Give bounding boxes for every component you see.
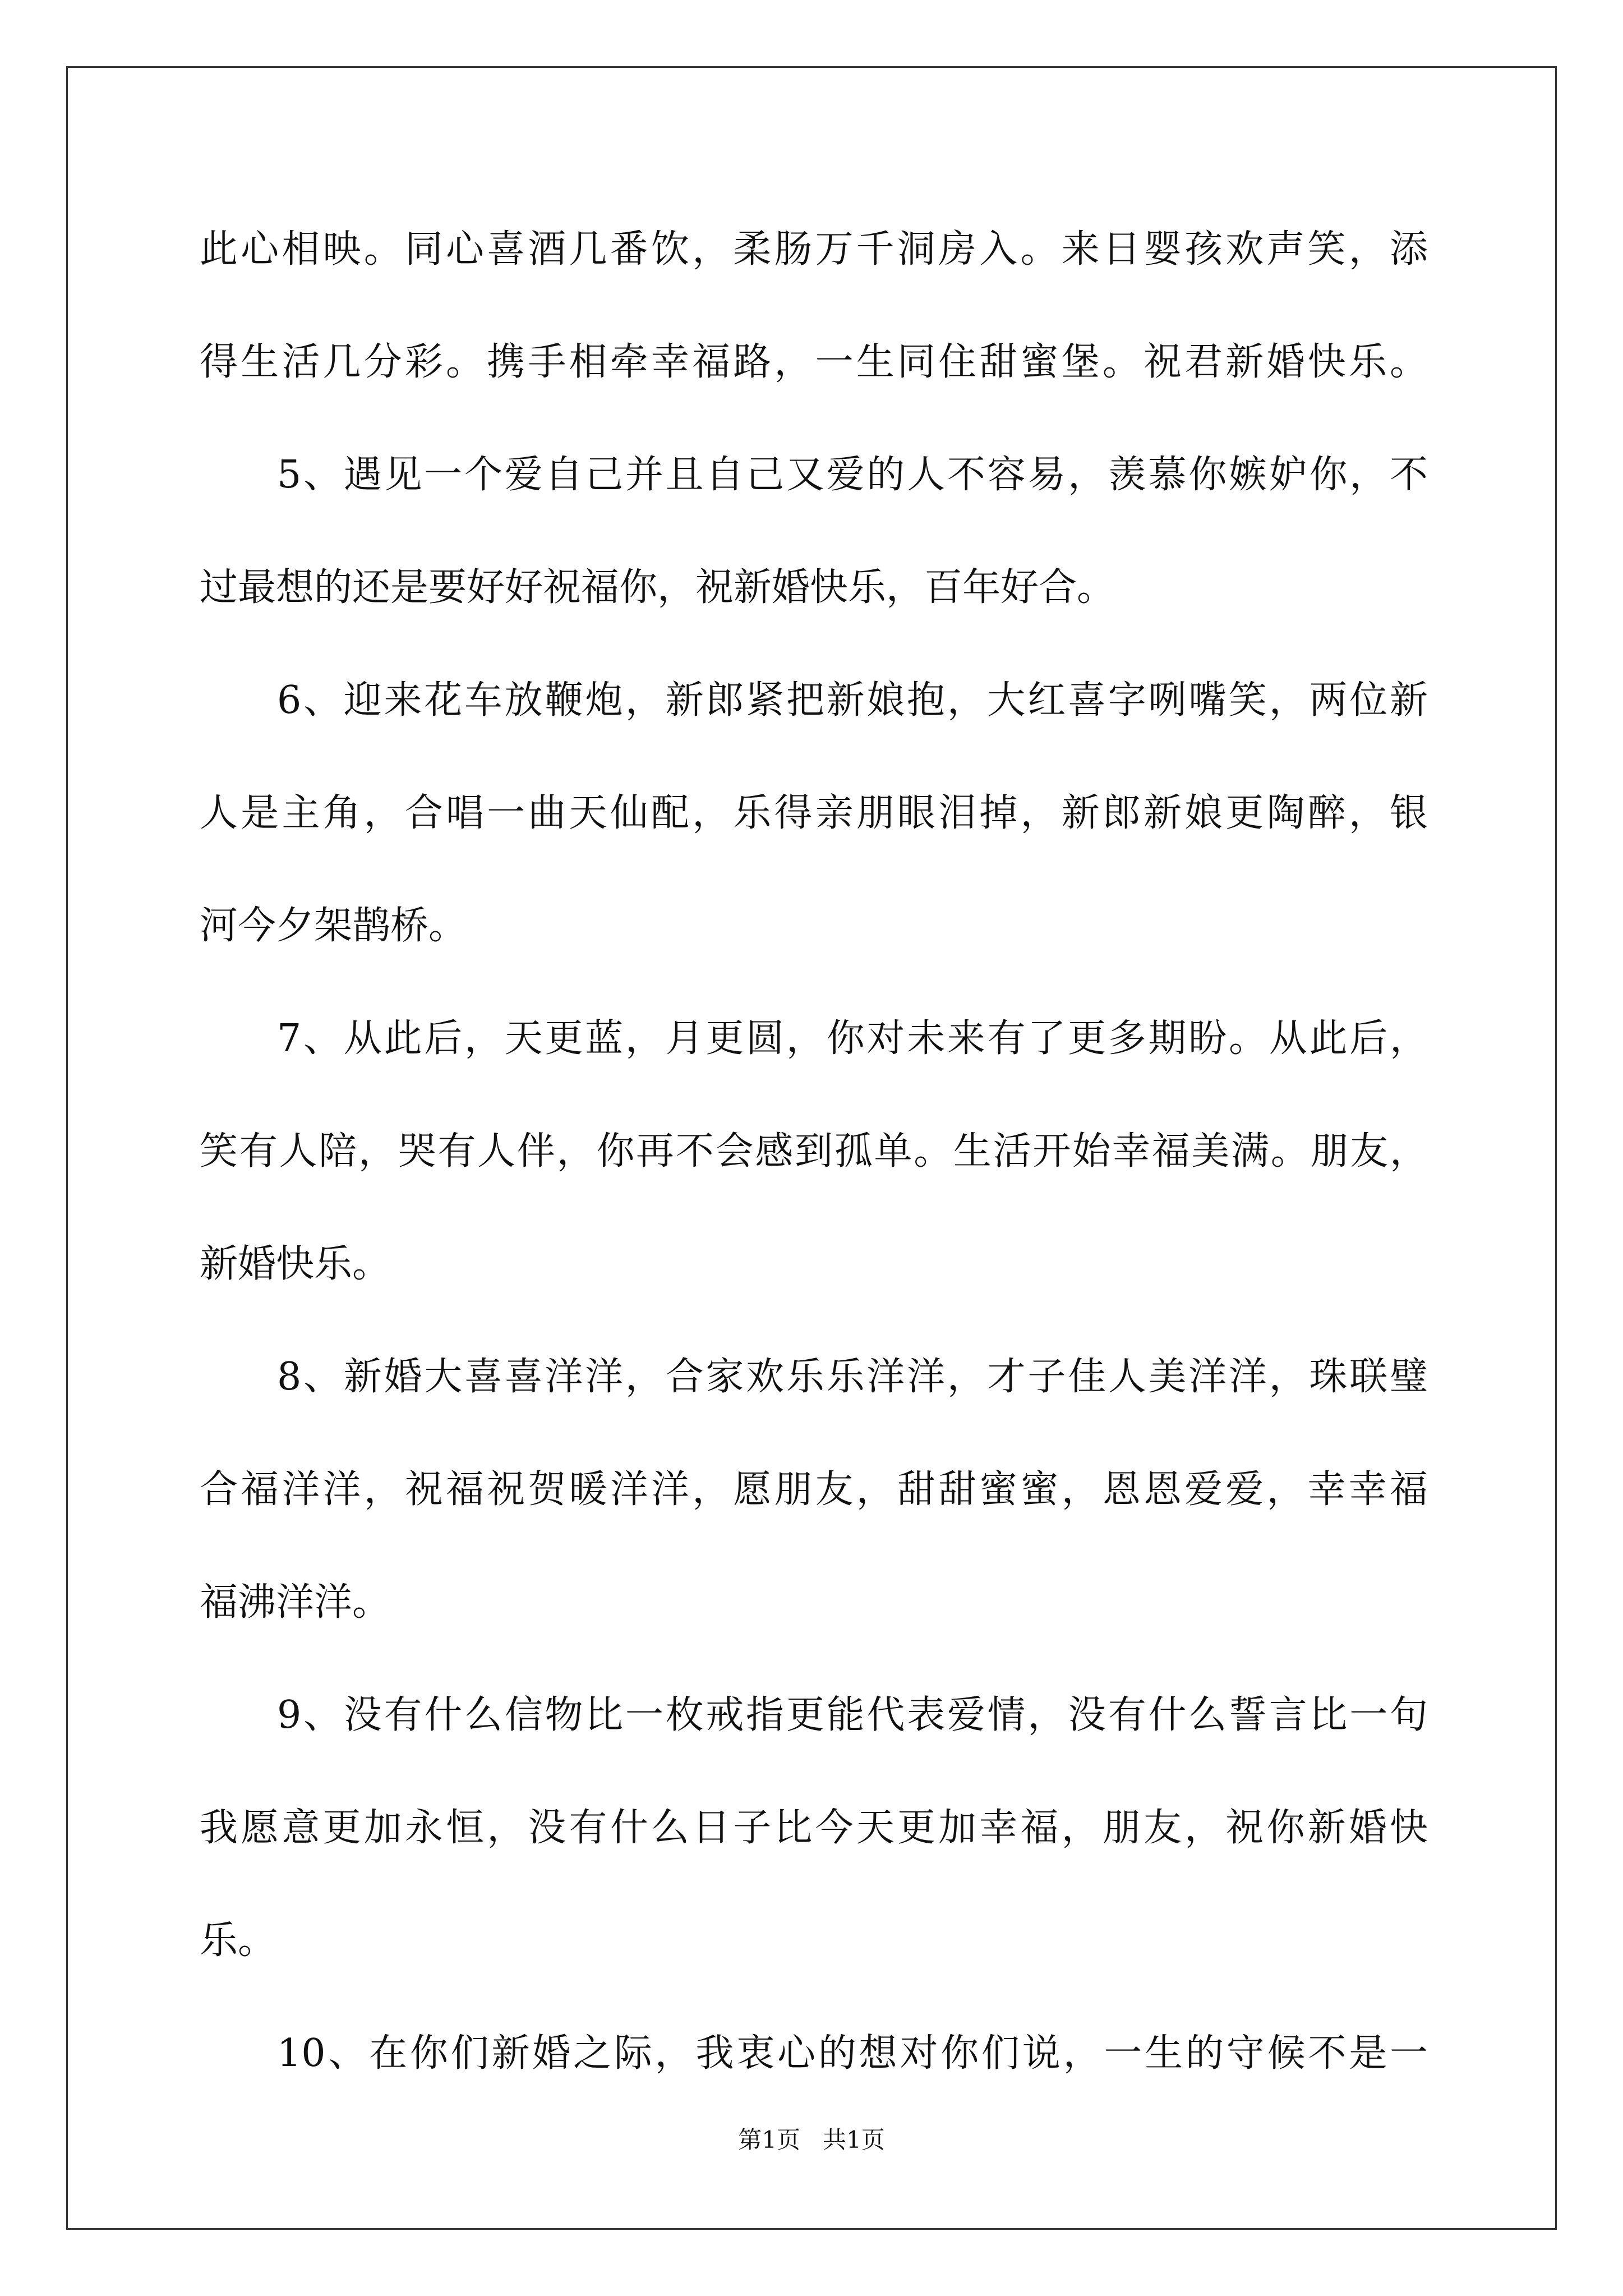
page-footer [0, 2123, 1623, 2157]
body-line: 得生活几分彩。携手相牵幸福路，一生同住甜蜜堡。祝君新婚快乐。 [200, 340, 1428, 384]
body-line: 过最想的还是要好好祝福你，祝新婚快乐，百年好合。 [200, 565, 1115, 610]
body-line: 此心相映。同心喜酒几番饮，柔肠万千洞房入。来日婴孩欢声笑，添 [200, 227, 1428, 272]
body-line: 河今夕架鹊桥。 [200, 904, 467, 948]
body-line: 福沸洋洋。 [200, 1580, 391, 1625]
body-line: 我愿意更加永恒，没有什么日子比今天更加幸福，朋友，祝你新婚快 [200, 1806, 1428, 1850]
page-number-current: 第1页 [738, 2126, 800, 2154]
page-number-total: 共1页 [823, 2126, 885, 2154]
footer-spacer [800, 2126, 823, 2154]
paragraph-6-start: 6、迎来花车放鞭炮，新郎紧把新娘抱，大红喜字咧嘴笑，两位新 [277, 678, 1428, 723]
paragraph-7-start: 7、从此后，天更蓝，月更圆，你对未来有了更多期盼。从此后， [277, 1016, 1428, 1061]
paragraph-5-start: 5、遇见一个爱自己并且自己又爱的人不容易，羡慕你嫉妒你，不 [277, 453, 1428, 497]
body-line: 人是主角，合唱一曲天仙配，乐得亲朋眼泪掉，新郎新娘更陶醉，银 [200, 791, 1428, 835]
paragraph-10-start: 10、在你们新婚之际，我衷心的想对你们说，一生的守候不是一 [277, 2031, 1428, 2076]
body-line: 笑有人陪，哭有人伴，你再不会感到孤单。生活开始幸福美满。朋友， [200, 1129, 1428, 1174]
body-line: 新婚快乐。 [200, 1242, 391, 1286]
paragraph-8-start: 8、新婚大喜喜洋洋，合家欢乐乐洋洋，才子佳人美洋洋，珠联璧 [277, 1355, 1428, 1399]
body-line: 乐。 [200, 1918, 276, 1963]
body-line: 合福洋洋，祝福祝贺暖洋洋，愿朋友，甜甜蜜蜜，恩恩爱爱，幸幸福 [200, 1467, 1428, 1512]
paragraph-9-start: 9、没有什么信物比一枚戒指更能代表爱情，没有什么誓言比一句 [277, 1693, 1428, 1737]
document-body [200, 214, 1428, 2131]
